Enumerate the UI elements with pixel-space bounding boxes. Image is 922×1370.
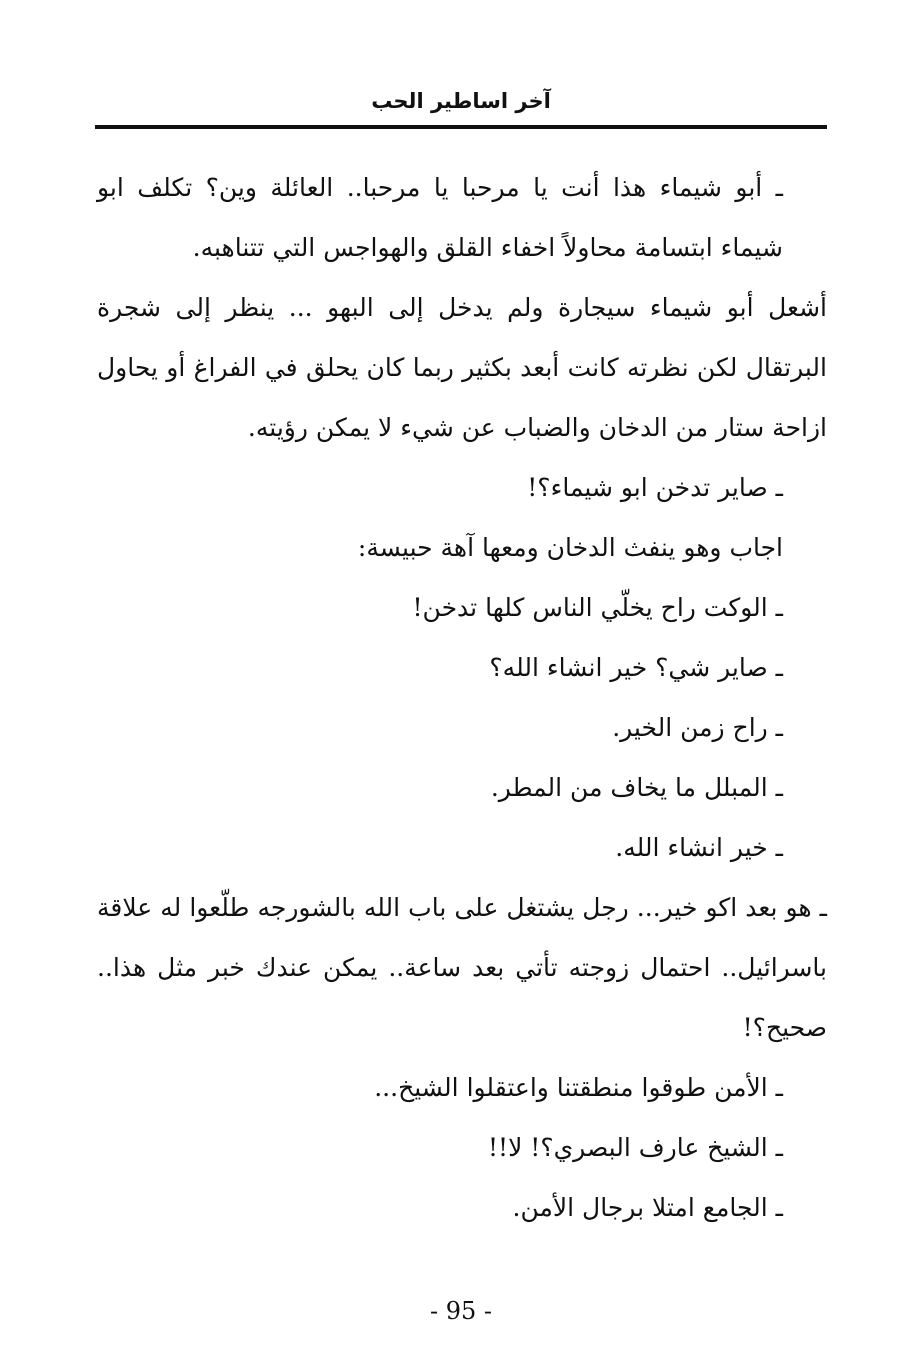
paragraph: اجاب وهو ينفث الدخان ومعها آهة حبيسة: <box>357 533 783 562</box>
dialogue-line: ـ الجامع امتلا برجال الأمن. <box>512 1193 783 1222</box>
paragraph: ـ أبو شيماء هذا أنت يا مرحبا يا مرحبا.. العائلة وين؟ تكلف ابو شيماء ابتسامة محاولاً اخفاء القلق والهواجس التي تتناهبه. <box>97 173 783 262</box>
dialogue-line: ـ هو بعد اكو خير... رجل يشتغل على باب الله بالشورجه طلّعوا له علاقة باسرائيل.. احتمال زوجته تأتي بعد ساعة.. يمكن عندك خبر مثل هذا.. صحيح؟! <box>97 893 827 1042</box>
paragraph: أشعل أبو شيماء سيجارة ولم يدخل إلى البهو ... ينظر إلى شجرة البرتقال لكن نظرته كانت أبعد بكثير ربما كان يحلق في الفراغ أو يحاول ازاحة ستار من الدخان والضباب عن شيء لا يمكن رؤيته. <box>97 293 827 442</box>
running-header: آخر اساطير الحب <box>371 89 551 113</box>
dialogue-line: ـ المبلل ما يخاف من المطر. <box>490 773 783 802</box>
dialogue-line: ـ راح زمن الخير. <box>612 713 783 742</box>
dialogue-line: ـ الوكت راح يخلّي الناس كلها تدخن! <box>412 593 783 622</box>
dialogue-line: ـ صاير شي؟ خير انشاء الله؟ <box>489 653 783 682</box>
dialogue-line: ـ صاير تدخن ابو شيماء؟! <box>527 473 783 502</box>
header-rule <box>95 125 827 129</box>
page-number: - 95 - <box>429 1297 492 1325</box>
dialogue-line: ـ الأمن طوقوا منطقتنا واعتقلوا الشيخ... <box>374 1073 783 1102</box>
dialogue-line: ـ الشيخ عارف البصري؟! لا!! <box>488 1133 783 1162</box>
dialogue-line: ـ خير انشاء الله. <box>615 833 783 862</box>
body-text <box>97 158 827 1238</box>
